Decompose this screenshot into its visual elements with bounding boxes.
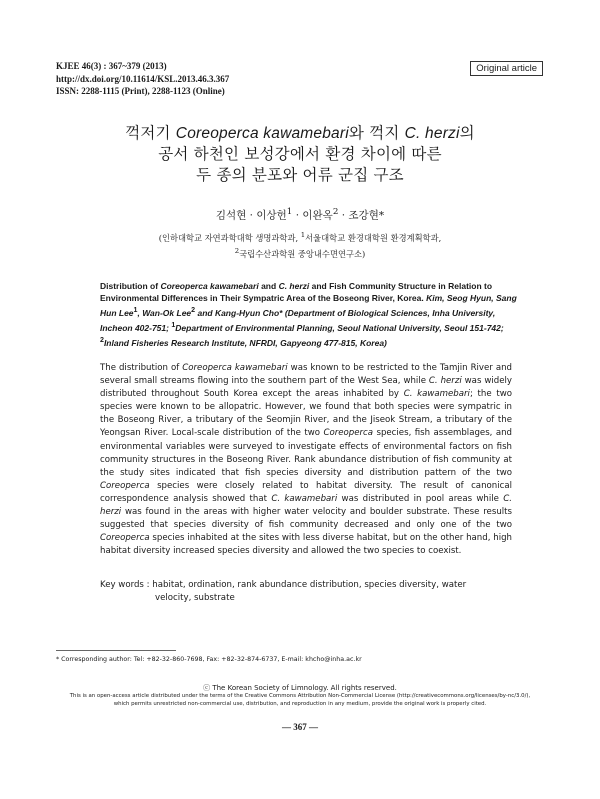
author-text: · 이완옥 [292, 209, 333, 222]
journal-header [56, 60, 229, 98]
affiliations [56, 229, 544, 261]
affil-mark: 1 [133, 306, 138, 315]
title-species-1: Coreoperca kawamebari [175, 125, 349, 142]
keywords [100, 579, 512, 605]
eng-dept: Department of Environmental Planning, Seoul National University, Seoul 151-742; [175, 323, 504, 334]
eng-authors: and Kang-Hyun Cho* (Department of Biological Sciences, Inha University, Incheon 402-751; [100, 308, 496, 334]
affil-text: 서울대학교 환경대학원 환경계획학과, [305, 232, 442, 243]
copyright-line: ⓒ The Korean Society of Limnology. All rights reserved. [203, 684, 397, 692]
affil-text: 국립수산과학원 중앙내수면연구소) [239, 248, 366, 259]
affil-mark: 1 [300, 231, 306, 239]
corresponding-author-footnote: * Corresponding author: Tel: +82-32-860-7698, Fax: +82-32-874-6737, E-mail: khcho@inha.ac.kr [56, 656, 362, 663]
abstract: The distribution of Coreoperca kawamebari was known to be restricted to the Tamjin River and several small streams flowing into the southern part of the West Sea, while C. herzi was widely distributed throughout South Korea except the areas inhabited by C. kawamebari; the two species were known to be allopatric. However, we found that both species were sympatric in the Boseong River, a tributary of the Seomjin River, and the Jiseok Stream, a tributary of the Yeongsan River. Local-scale distribution of the two Coreoperca species, fish assemblages, and environmental variables were surveyed to investigate effects of environmental factors on fish community structures in the Boseong River. Rank abundance distribution of fish community at the study sites indicated that fish species diversity and distribution pattern of the two Coreoperca species were closely related to habitat diversity. The result of canonical correspondence analysis showed that C. kawamebari was distributed in pool areas while C. herzi was found in the areas with higher water velocity and boulder substrate. These results suggested that species diversity of fish community decreased and only one of the two Coreoperca species inhabited at the sites with less diverse habitat, but on the other hand, high habitat diversity increased species diversity and allowed the two species to coexist. [100, 363, 513, 557]
issn: ISSN: 2288-1115 (Print), 2288-1123 (Online) [56, 86, 225, 96]
eng-title-text: Distribution of [100, 281, 161, 291]
affil-mark: 2 [234, 246, 240, 255]
affil-mark: 1 [286, 207, 293, 217]
author-text: · 조강현* [338, 209, 385, 222]
affil-mark: 2 [332, 207, 339, 217]
article-type-badge: Original article [470, 61, 543, 76]
title-species-2: C. herzi [404, 125, 460, 142]
eng-title-species: Coreoperca kawamebari [160, 281, 259, 291]
affil-mark: 1 [171, 321, 176, 330]
affil-mark: 2 [191, 306, 196, 315]
eng-dept: Inland Fisheries Research Institute, NFRDI, Gapyeong 477-815, Korea) [103, 338, 387, 349]
eng-authors: Kim, Seog Hyun, Sang Hun Lee [100, 293, 517, 319]
title-text: 꺽저기 [125, 124, 176, 142]
license-text [0, 693, 600, 708]
affil-line-2 [56, 245, 544, 261]
author-text: 김석현 · 이상헌 [215, 209, 287, 222]
title-line-2: 공서 하천인 보성강에서 환경 차이에 따른 [158, 145, 442, 163]
doi-link[interactable]: http://dx.doi.org/10.11614/KSL.2013.46.3.367 [56, 73, 230, 84]
eng-title-text: and [258, 281, 279, 291]
author-list [56, 207, 544, 223]
license-line-1: This is an open-access article distributed under the terms of the Creative Commons Attribution Non-Commercial License (http://creativecommons.org/licenses/by-nc/3.0/), [69, 693, 531, 699]
eng-title-species: C. herzi [278, 281, 310, 291]
journal-citation: KJEE 46(3) : 367~379 (2013) [56, 61, 167, 71]
eng-authors: , Wan-Ok Lee [137, 308, 192, 319]
license-line-2: which permits unrestricted non-commercial use, distribution, and reproduction in any medium, provide the original work is properly cited. [113, 700, 487, 707]
title-line-1 [56, 123, 544, 144]
english-title-block [100, 280, 530, 350]
keywords-line-2: velocity, substrate [155, 593, 235, 604]
affil-mark: 2 [100, 336, 104, 345]
title-text: 와 꺽지 [348, 124, 405, 142]
title-line-3: 두 종의 분포와 어류 군집 구조 [196, 166, 404, 184]
keywords-line-1: Key words : habitat, ordination, rank abundance distribution, species diversity, water [100, 580, 467, 590]
affil-line-1 [56, 229, 544, 245]
eng-title-text: and Fish Community Structure in Relation to Environmental Differences in Their Sympatric Area of the Boseong River, Korea. [100, 281, 493, 304]
affil-text: (인하대학교 자연과학대학 생명과학과, [158, 232, 301, 243]
footnote-rule [56, 650, 176, 651]
page-number: — 367 — [282, 722, 318, 732]
title-text: 의 [459, 124, 475, 142]
paper-title [56, 123, 544, 186]
